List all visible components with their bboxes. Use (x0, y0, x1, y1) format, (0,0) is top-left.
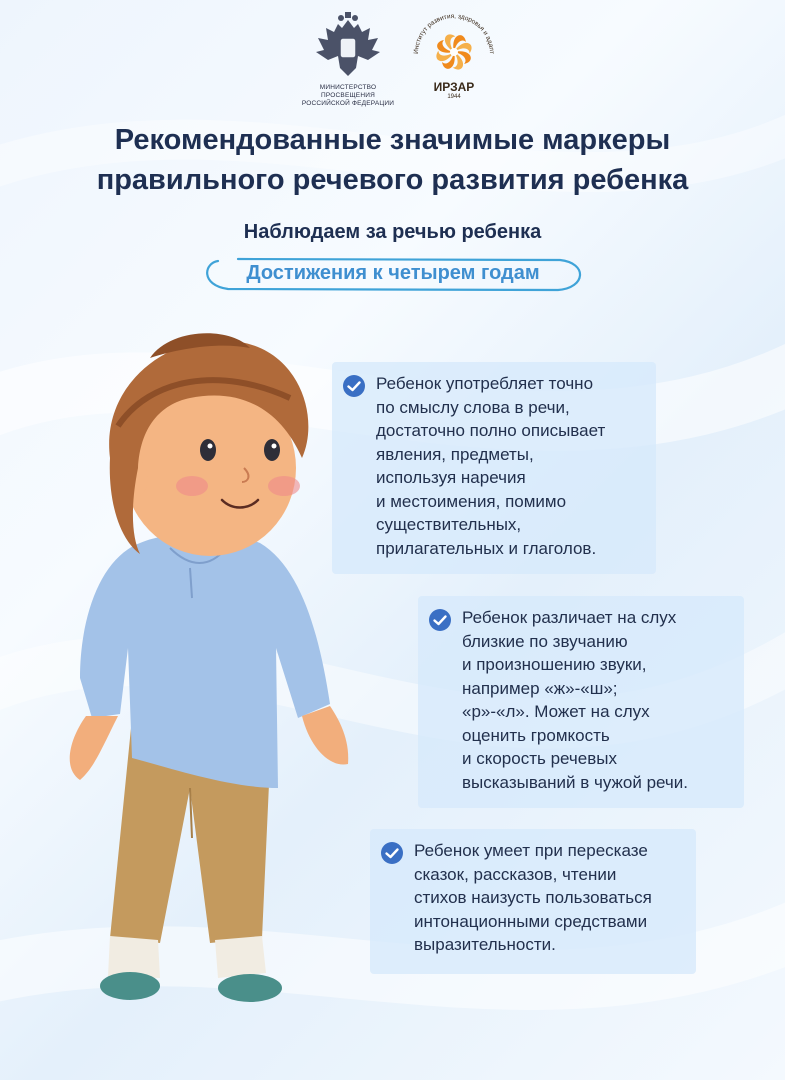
irzar-arc-text: Институт развития, здоровья и адапт (412, 12, 496, 55)
page-title-line1: Рекомендованные значимые маркеры (114, 124, 671, 156)
irzar-year: 1944 (447, 94, 461, 100)
child-illustration (40, 318, 360, 1018)
ministry-logo (296, 10, 400, 106)
page-title-line2: правильного речевого развития ребенка (96, 164, 689, 196)
marker-card-2 (418, 596, 744, 808)
age-label: Достижения к четырем годам (246, 262, 540, 284)
check-circle-icon (428, 608, 452, 632)
double-headed-eagle-emblem-icon (308, 10, 388, 82)
ministry-caption-line2: РОССИЙСКОЙ ФЕДЕРАЦИИ (301, 100, 395, 107)
age-pill (198, 257, 588, 293)
marker-text: Ребенок употребляет точно по смыслу слова в речи, достаточно полно описывает явления, предметы, используя наречия и местоимения, помимо существительных, прилагательных и глаголов. (376, 374, 606, 558)
subtitle: Наблюдаем за речью ребенка (243, 221, 542, 243)
marker-text: Ребенок различает на слух близкие по звучанию и произношению звуки, например «ж»-«ш»; «р»-«л». Может на слух оценить громкость и скорость речевых высказываний в чужой речи. (462, 608, 689, 792)
page-title (60, 120, 725, 200)
irzar-name: ИРЗАР (433, 80, 475, 94)
ministry-caption-line1: МИНИСТЕРСТВО ПРОСВЕЩЕНИЯ (319, 84, 377, 99)
orange-swirl-flower-icon (408, 12, 500, 82)
marker-card-1 (332, 362, 656, 574)
check-circle-icon (342, 374, 366, 398)
marker-text: Ребенок умеет при пересказе сказок, рассказов, чтении стихов наизусть пользоваться интонационными средствами выразительности. (414, 841, 652, 954)
check-circle-icon (380, 841, 404, 865)
irzar-logo (408, 12, 500, 104)
marker-card-3 (370, 829, 696, 974)
